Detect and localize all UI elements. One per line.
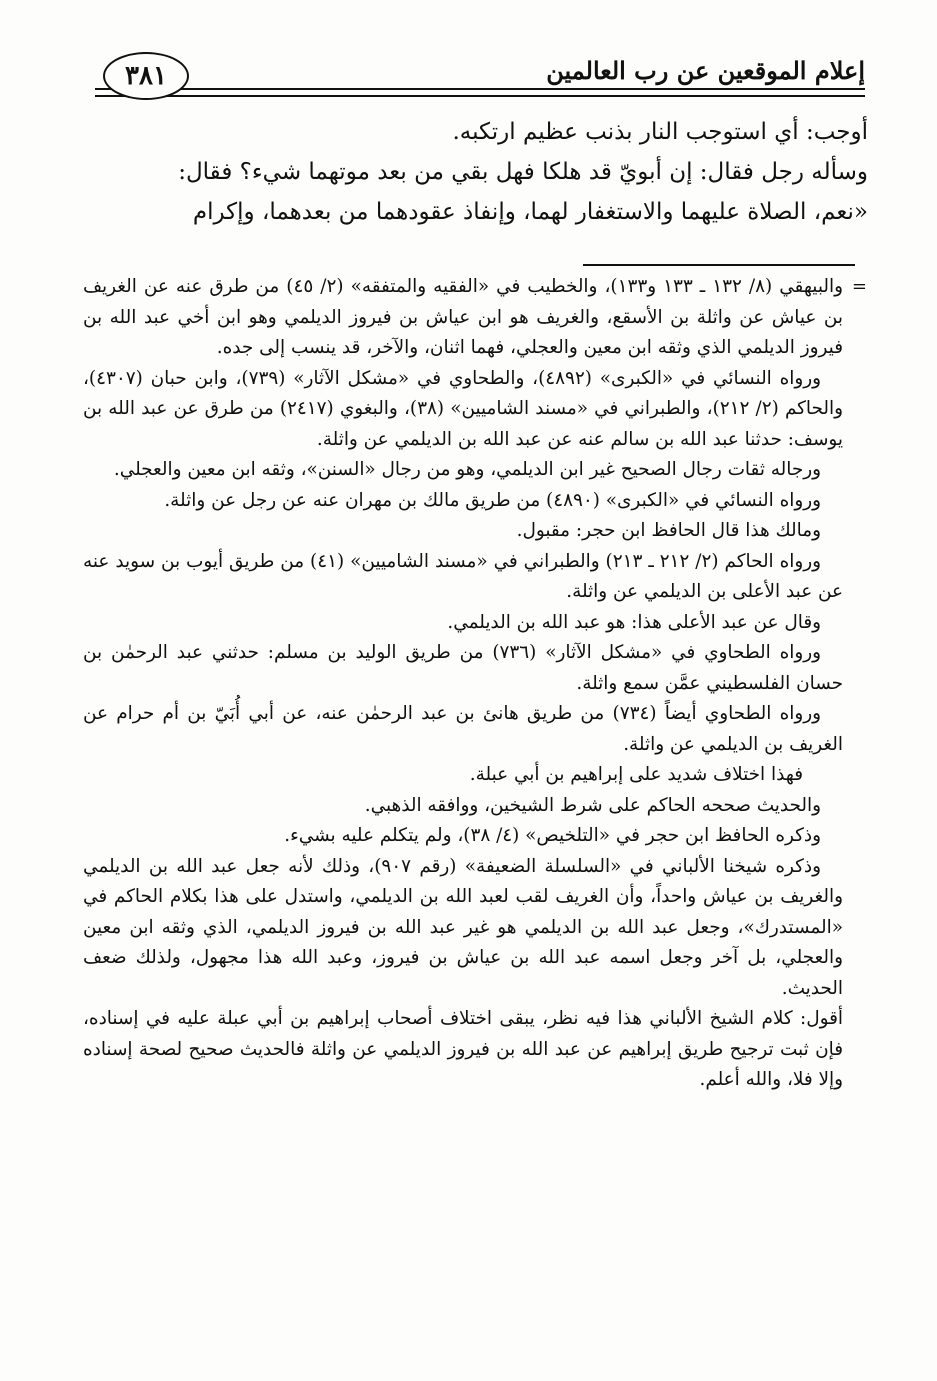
footnote-paragraph: ورواه الطحاوي في «مشكل الآثار» (٧٣٦) من طريق الوليد بن مسلم: حدثني عبد الرحمٰن بن حسان الفلسطيني عمَّن سمع واثلة. <box>83 642 843 694</box>
footnote-paragraph: أقول: كلام الشيخ الألباني هذا فيه نظر، يبقى اختلاف أصحاب إبراهيم بن أبي عبلة عليه في إسناده، فإن ثبت ترجيح طريق إبراهيم عن عبد الله بن فيروز الديلمي عن واثلة فالحديث صحيح لصحة إسناده وإلا فلا، والله أعلم. <box>83 1008 843 1090</box>
footnote-paragraph: ورجاله ثقات رجال الصحيح غير ابن الديلمي، وهو من رجال «السنن»، وثقه ابن معين والعجلي. <box>113 459 821 480</box>
footnote-paragraph: وذكره شيخنا الألباني في «السلسلة الضعيفة» (رقم ٩٠٧)، وذلك لأنه جعل عبد الله بن الديلمي والغريف بن عياش واحداً، وأن الغريف لقب لعبد الله بن الديلمي، واستدل على هذا بكلام الحاكم في «المستدرك»، وجعل عبد الله بن الديلمي هو غير عبد الله بن فيروز الديلمي، الذي وثقه ابن معين والعجلي، بل آخر وجعل اسمه عبد الله بن عياش بن فيروز، وعبد الله هذا مجهول، ولذلك ضعف الحديث. <box>83 855 843 999</box>
footnote-continuation-marker: = <box>851 276 867 297</box>
footnote-paragraph: والحديث صححه الحاكم على شرط الشيخين، ووافقه الذهبي. <box>364 794 821 816</box>
footnote-paragraph: ومالك هذا قال الحافظ ابن حجر: مقبول. <box>516 520 821 541</box>
footnote-paragraph: ورواه النسائي في «الكبرى» (٤٨٩٠) من طريق مالك بن مهران عنه عن رجل عن واثلة. <box>164 489 821 511</box>
footnote-paragraph: فهذا اختلاف شديد على إبراهيم بن أبي عبلة. <box>469 764 803 785</box>
footnote-paragraph: والبيهقي (٨/ ١٣٢ ـ ١٣٣ و١٣٣)، والخطيب في «الفقيه والمتفقه» (٢/ ٤٥) من طرق عنه عن الغريف بن عياش عن واثلة بن الأسقع، والغريف هو ابن عياش بن فيروز الديلمي وهو ابن أخي عبد الله بن فيروز الديلمي الذي وثقه ابن معين والعجلي، فهما اثنان، والآخر، قد ينسب إلى جده. <box>83 276 843 358</box>
header-rule <box>95 88 865 97</box>
main-text <box>83 112 868 232</box>
footnote-paragraph: ورواه الطحاوي أيضاً (٧٣٤) من طريق هانئ بن عبد الرحمٰن عنه، عن أبي أُبَيّ بن أم حرام عن الغريف بن الديلمي عن واثلة. <box>83 703 843 755</box>
footnote-paragraph: وذكره الحافظ ابن حجر في «التلخيص» (٤/ ٣٨)، ولم يتكلم عليه بشيء. <box>284 825 821 846</box>
footnote-paragraph: ورواه النسائي في «الكبرى» (٤٨٩٢)، والطحاوي في «مشكل الآثار» (٧٣٩)، وابن حبان (٤٣٠٧)، والحاكم (٢/ ٢١٢)، والطبراني في «مسند الشاميين» (٣٨)، والبغوي (٢٤١٧) من طرق عن عبد الله بن يوسف: حدثنا عبد الله بن سالم عنه عن عبد الله بن الديلمي عن واثلة. <box>83 367 844 450</box>
footnote-paragraph: وقال عن عبد الأعلى هذا: هو عبد الله بن الديلمي. <box>447 611 821 633</box>
main-line-1: أوجب: أي استوجب النار بذنب عظيم ارتكبه. <box>452 119 868 145</box>
footnote-paragraph: ورواه الحاكم (٢/ ٢١٢ ـ ٢١٣) والطبراني في «مسند الشاميين» (٤١) من طريق أيوب بن سويد عنه عن عبد الأعلى بن الديلمي عن واثلة. <box>83 550 843 602</box>
page-header <box>95 48 865 98</box>
page-number: ٣٨١ <box>125 61 167 91</box>
running-title: إعلام الموقعين عن رب العالمين <box>546 56 865 85</box>
page-number-badge <box>103 52 189 100</box>
main-line-2: وسأله رجل فقال: إن أبويّ قد هلكا فهل بقي من بعد موتهما شيء؟ فقال: <box>178 159 868 185</box>
footnote-separator <box>583 264 855 266</box>
footnotes <box>83 272 843 1096</box>
main-line-3: «نعم، الصلاة عليهما والاستغفار لهما، وإنفاذ عقودهما من بعدهما، وإكرام <box>192 199 868 225</box>
